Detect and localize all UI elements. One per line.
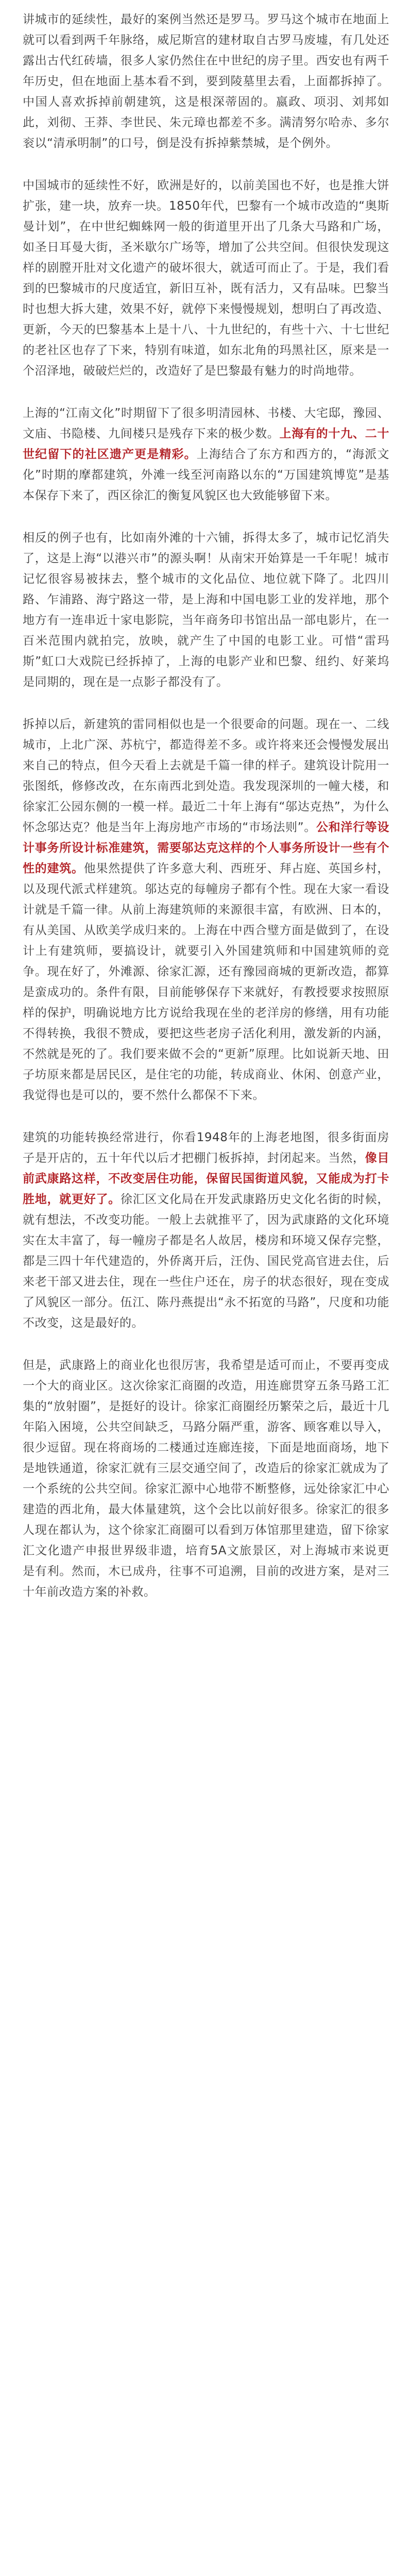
article-paragraph	[23, 175, 389, 381]
highlighted-text: 上海有的十九、二十世纪留下的社区遗产更是精彩。	[23, 427, 390, 461]
paragraph-text: 拆掉以后，新建筑的雷同相似也是一个很要命的问题。现在一、二线城市，上北广深、苏杭宁，都造得差不多。或许将来还会慢慢发展出来自己的特点，但今天看上去就是千篇一律的样子。建筑设计院用一张图纸，修修改改，在东南西北到处造。我发现深圳的一幢大楼，和徐家汇公园东侧的一模一样。最近二十年上海有“邬达克热”，为什么怀念邬达克？他是当年上海房地产市场的“市场法则”。	[23, 718, 389, 834]
paragraph-text: 他果然提供了许多意大利、西班牙、拜占庭、英国乡村，以及现代派式样建筑。邬达克的每幢房子都有个性。现在大家一看设计就是千篇一律。从前上海建筑师的来源很丰富，有欧洲、日本的，有从美国、从欧美学成归来的。上海在中西合璧方面是做到了，在设计上有建筑师，要搞设计，就要引入外国建筑师和中国建筑师的竞争。现在好了，外滩源、徐家汇源，还有豫园商城的更新改造，都算是蛮成功的。条件有限，目前能够保存下来就好，有教授要求按照原样的保护，明确说地方比方说给我现在坐的老洋房的修缮，用有功能不得转换，我很不赞成，要把这些老房子活化利用，激发新的内涵，不然就是死的了。我们要来做不会的“更新”原理。比如说新天地、田子坊原来都是居民区，是住宅的功能，转成商业、休闲、创意产业，我觉得也是可以的，要不然什么都保不下来。	[23, 862, 390, 1102]
article-paragraph	[23, 403, 389, 506]
article-paragraph	[23, 1355, 389, 1602]
paragraph-text: 徐汇区文化局在开发武康路历史文化名街的时候，就有想法，不改变功能。一般上去就推平了，因为武康路的文化环境实在太丰富了，每一幢房子都是名人故居，楼房和环境又保存完整，都是三四十年代建造的，外侨离开后，汪伪、国民党高官进去住，后来老干部又进去住，现在一些住户还在，房子的状态很好，现在变成了风貌区一部分。伍江、陈丹燕提出“永不拓宽的马路”，尺度和功能不改变，这是最好的。	[23, 1193, 390, 1330]
paragraph-text: 建筑的功能转换经常进行，你看1948年的上海老地图，很多街面房子是开店的，五十年代以后才把棚门板拆掉，封闭起来。当然，	[23, 1131, 389, 1165]
article-paragraph	[23, 9, 389, 154]
highlighted-text: 像目前武康路这样，不改变居住功能，保留民国街道风貌，又能成为打卡胜地，就更好了。	[23, 1151, 390, 1206]
paragraph-text: 讲城市的延续性，最好的案例当然还是罗马。罗马这个城市在地面上就可以看到两千年脉络，威尼斯宫的建材取自古罗马废墟，有几处还露出古代红砖墙，很多人家仍然住在中世纪的房子里。西安也有两千年历史，但在地面上基本看不到，要到陵墓里去看，上面都拆掉了。中国人喜欢拆掉前朝建筑，这是根深蒂固的。嬴政、项羽、刘邦如此，刘彻、王莽、李世民、朱元璋也都差不多。满清努尔哈赤、多尔衮以“清承明制”的口号，倒是没有拆掉紫禁城，是个例外。	[23, 13, 389, 150]
paragraph-text: 上海的“江南文化”时期留下了很多明清园林、书楼、大宅邸，豫园、文庙、书隐楼、九间楼只是残存下来的极少数。	[23, 406, 389, 440]
paragraph-text: 但是，武康路上的商业化也很厉害，我希望是适可而止，不要再变成一个大的商业区。这次徐家汇商圈的改造，用连廊贯穿五条马路工汇集的“放射圈”，是挺好的设计。徐家汇商圈经历繁荣之后，最近十几年陷入困境，公共空间缺乏，马路分隔严重，游客、顾客难以导入，很少逗留。现在将商场的二楼通过连廊连接，下面是地面商场，地下是地铁通道，徐家汇就有三层交通空间了，改造后的徐家汇就成为了一个系统的公共空间。徐家汇源中心地带不断整修，远处徐家汇中心建造的西北角，最大体量建筑，这个会比以前好很多。徐家汇的很多人现在都认为，这个徐家汇商圈可以看到万体馆那里建造，留下徐家汇文化遗产申报世界级非遗，培育5A文旅景区，对上海城市来说更是有利。然而，木已成舟，往事不可追溯，目前的改进方案，是对三十年前改造方案的补救。	[23, 1359, 389, 1599]
paragraph-text: 中国城市的延续性不好，欧洲是好的，以前美国也不好，也是推大饼扩张，建一块，放弃一块。1850年代，巴黎有一个城市改造的“奥斯曼计划”，在中世纪蜘蛛网一般的街道里开出了几条大马路和广场，如圣日耳曼大街，圣米歇尔广场等，增加了公共空间。但很快发现这样的剧膛开肚对文化遗产的破坏很大，就适可而止了。于是，我们看到的巴黎城市的尺度适宜，新旧互补，既有活力，又有品味。巴黎当时也想大拆大建，效果不好，就停下来慢慢规划，想明白了再改造、更新，今天的巴黎基本上是十八、十九世纪的，有些十六、十七世纪的老社区也存了下来，特别有味道，如东北角的玛黑社区，原来是一个沼泽地，破破烂烂的，改造好了是巴黎最有魅力的时尚地带。	[23, 179, 389, 378]
paragraph-text: 相反的例子也有，比如南外滩的十六铺，拆得太多了，城市记忆消失了，这是上海“以港兴市”的源头啊！从南宋开始算是一千年呢！城市记忆很容易被抹去，整个城市的文化品位、地位就下降了。北四川路、乍浦路、海宁路这一带，是上海和中国电影工业的发祥地，那个地方有一连串近十家电影院，当年商务印书馆出品一部电影片，在一百米范围内就拍完，放映，就产生了中国的电影工业。可惜“雷玛斯”虹口大戏院已经拆掉了，上海的电影产业和巴黎、纽约、好莱坞是同期的，现在是一点影子都没有了。	[23, 531, 389, 689]
paragraph-text: 上海结合了东方和西方的，“海派文化”时期的摩都建筑，外滩一线至河南路以东的“万国建筑博览”是基本保存下来了，西区徐汇的衡复风貌区也大致能够留下来。	[23, 448, 390, 502]
highlighted-text: 公和洋行等设计事务所设计标准建筑，需要邬达克这样的个人事务所设计一些有个性的建筑。	[23, 821, 389, 875]
article-paragraph	[23, 714, 389, 1106]
article-paragraph	[23, 1127, 389, 1333]
article-paragraph	[23, 528, 389, 692]
